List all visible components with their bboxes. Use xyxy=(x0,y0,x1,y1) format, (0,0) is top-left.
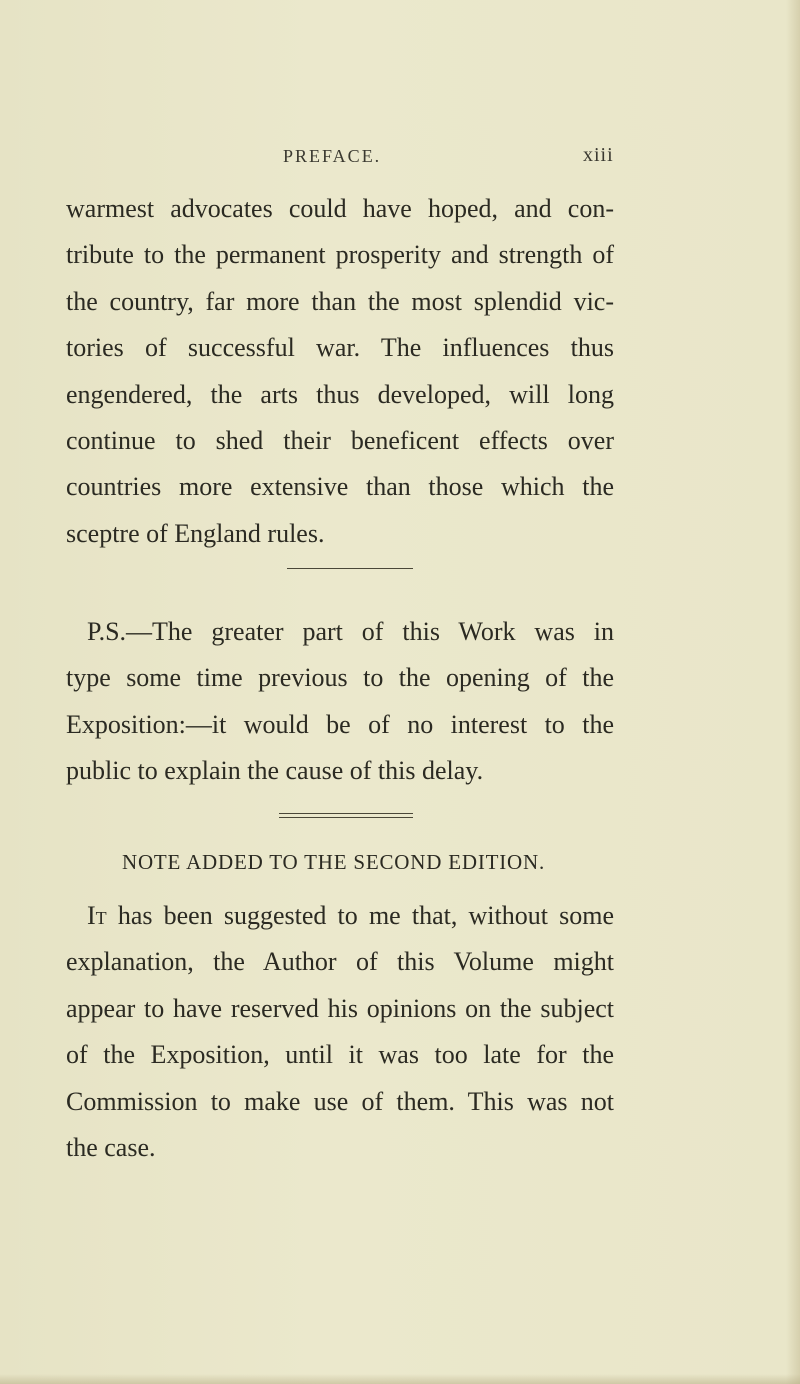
note-paragraph xyxy=(66,893,614,1171)
page-edge-shadow xyxy=(786,0,800,1384)
text-line: countries more extensive than those which the xyxy=(66,472,614,502)
text-line: the case. xyxy=(66,1133,156,1163)
paragraph-continued xyxy=(66,186,614,557)
text-line: type some time previous to the opening of the xyxy=(66,663,614,693)
text-line: explanation, the Author of this Volume might xyxy=(66,947,614,977)
text-line: continue to shed their beneficent effects over xyxy=(66,426,614,456)
section-divider xyxy=(287,568,413,569)
text-line xyxy=(87,893,614,939)
note-line-rest: has been suggested to me that, without some xyxy=(106,901,614,930)
text-line: engendered, the arts thus developed, will long xyxy=(66,379,614,409)
text-line: warmest advocates could have hoped, and con- xyxy=(66,194,614,223)
page-bottom-shadow xyxy=(0,1374,800,1384)
text-line: appear to have reserved his opinions on the subject xyxy=(66,993,614,1023)
text-line: tories of successful war. The influences thus xyxy=(66,333,614,363)
note-first-word: It xyxy=(87,901,107,930)
running-head-title: PREFACE. xyxy=(283,146,382,166)
text-line: of the Exposition, until it was too late for the xyxy=(66,1040,614,1070)
text-line: P.S.—The greater part of this Work was in xyxy=(87,617,614,646)
text-line: the country, far more than the most splendid vic- xyxy=(66,286,614,316)
text-line: public to explain the cause of this delay. xyxy=(66,756,484,786)
text-line: tribute to the permanent prosperity and strength of xyxy=(66,240,614,270)
double-rule-bottom xyxy=(279,817,413,818)
running-head xyxy=(0,146,800,170)
double-rule-top xyxy=(279,813,413,814)
text-line: sceptre of England rules. xyxy=(66,518,325,548)
text-line: Commission to make use of them. This was not xyxy=(66,1086,614,1116)
note-heading: NOTE ADDED TO THE SECOND EDITION. xyxy=(122,850,546,874)
text-line: Exposition:—it would be of no interest to the xyxy=(66,709,614,739)
postscript-paragraph xyxy=(66,609,614,795)
page-number: xiii xyxy=(583,144,614,166)
